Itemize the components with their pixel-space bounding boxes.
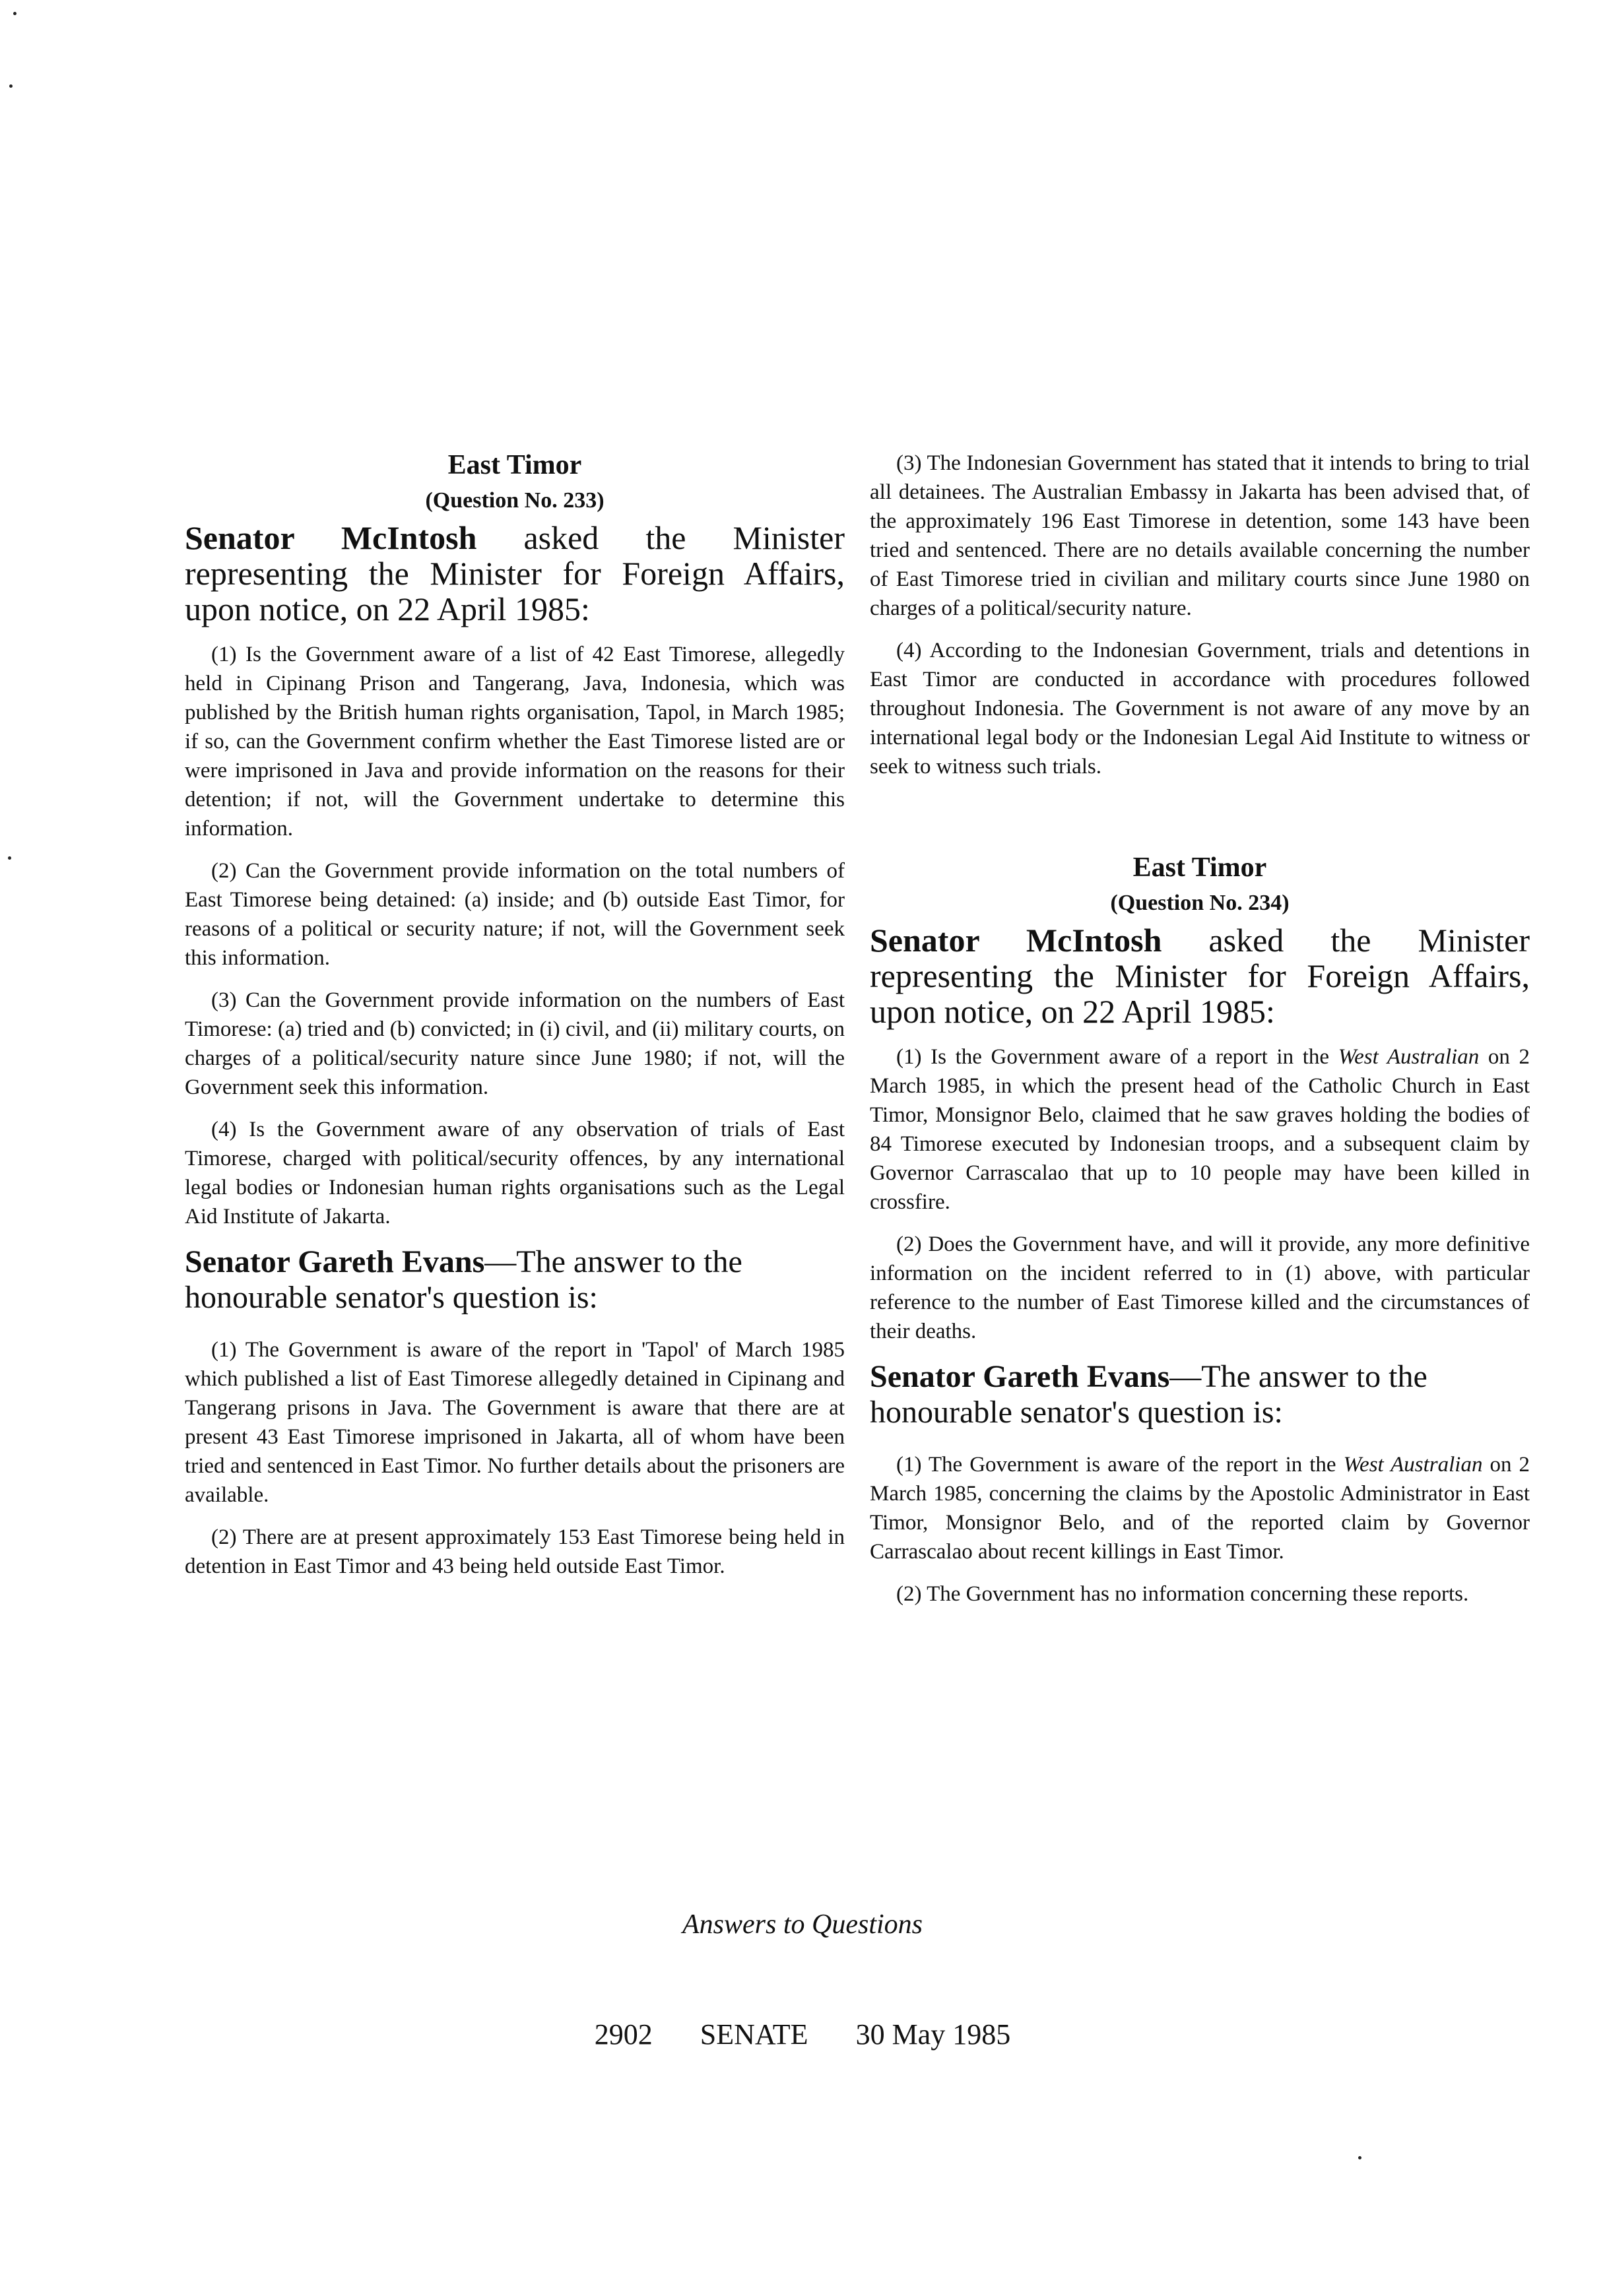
answer-paragraph: (1) The Government is aware of the report in 'Tapol' of March 1985 which published a list of East Timorese allegedly detained in Cipinang and Tangerang prisons in Java. The Government is aware that there are at present 43 East Timorese imprisoned in Jakarta, all of whom have been tried and sentenced in East Timor. No further details about the prisoners are available.	[185, 1338, 845, 1507]
text-run: on 2 March 1985, concerning the claims by the Apostolic Administrator in East Timor, Monsignor Belo, and of the reported claim by Governor Carrascalao about recent killings in East Timor.	[870, 1453, 1530, 1564]
text-run: on 2 March 1985, in which the present head of the Catholic Church in East Timor, Monsignor Belo, claimed that he saw graves holding the bodies of 84 Timorese executed by Indonesian troops, and a subsequent claim by Governor Carrascalao that up to 10 people may have been killed in crossfire.	[870, 1045, 1530, 1214]
newspaper-title: West Australian	[1338, 1045, 1480, 1069]
answer-paragraph	[870, 1450, 1530, 1566]
asker-name: Senator McIntosh	[870, 922, 1162, 959]
scan-speck	[13, 12, 16, 15]
question-number: (Question No. 234)	[1110, 891, 1290, 915]
answer-paragraph: (2) There are at present approximately 153 East Timorese being held in detention in East Timor and 43 being held outside East Timor.	[185, 1525, 845, 1578]
question-paragraph: (3) Can the Government provide information on the numbers of East Timorese: (a) tried and (b) convicted; in (i) civil, and (ii) military courts, on charges of a political/security nature since June 1980; if not, will the Government seek this information.	[185, 988, 845, 1099]
scan-speck	[8, 856, 11, 860]
responder-text: —The answer to the honourable senator's question is:	[185, 1244, 742, 1315]
scan-speck	[1358, 2156, 1361, 2159]
answer-lead	[870, 1359, 1530, 1430]
asker-text: asked the Minister representing the Minister for Foreign Affairs, upon notice, on 22 April 1985:	[185, 519, 845, 627]
page-footer	[0, 2018, 1605, 2052]
section-title: East Timor	[1132, 852, 1267, 883]
newspaper-title: West Australian	[1343, 1453, 1483, 1477]
page-number: 2902	[594, 2018, 653, 2051]
asker-name: Senator McIntosh	[185, 519, 477, 556]
answer-paragraph: (4) According to the Indonesian Government, trials and detentions in East Timor are conducted in accordance with procedures followed throughout Indonesia. The Government is not aware of any move by an international legal body or the Indonesian Legal Aid Institute to witness or seek to witness such trials.	[870, 639, 1530, 779]
right-column	[870, 449, 1530, 1622]
chamber-name: SENATE	[700, 2018, 808, 2051]
responder-name: Senator Gareth Evans	[185, 1244, 485, 1279]
question-number: (Question No. 233)	[425, 488, 605, 513]
question-paragraph	[870, 1042, 1530, 1217]
section-title: East Timor	[447, 450, 582, 480]
answer-paragraph: (2) The Government has no information concerning these reports.	[896, 1582, 1469, 1606]
text-run: (1) The Government is aware of the report in the	[896, 1453, 1344, 1477]
text-run: (1) Is the Government aware of a report in the	[896, 1045, 1338, 1069]
question-paragraph: (4) Is the Government aware of any observation of trials of East Timorese, charged with political/security offences, by any international legal bodies or Indonesian human rights organisations such as the Legal Aid Institute of Jakarta.	[185, 1118, 845, 1228]
answer-lead	[185, 1244, 845, 1316]
question-lead	[870, 922, 1530, 1029]
responder-name: Senator Gareth Evans	[870, 1359, 1170, 1394]
responder-text: —The answer to the honourable senator's question is:	[870, 1359, 1427, 1430]
answer-paragraph: (3) The Indonesian Government has stated that it intends to bring to trial all detainees. The Australian Embassy in Jakarta has been advised that, of the approximately 196 East Timorese in detention, some 143 have been tried and sentenced. There are no details available concerning the number of East Timorese tried in civilian and military courts since June 1980 on charges of a political/security nature.	[870, 451, 1530, 620]
question-paragraph: (2) Does the Government have, and will it provide, any more definitive information on the incident referred to in (1) above, with particular reference to the number of East Timorese killed and the circumstances of their deaths.	[870, 1232, 1530, 1343]
footer-date: 30 May 1985	[855, 2018, 1011, 2051]
left-column	[185, 449, 845, 1594]
question-paragraph: (1) Is the Government aware of a list of 42 East Timorese, allegedly held in Cipinang Prison and Tangerang, Java, Indonesia, which was published by the British human rights organisation, Tapol, in March 1985; if so, can the Government confirm whether the East Timorese listed are or were imprisoned in Java and provide information on the reasons for their detention; if not, will the Government undertake to determine this information.	[185, 643, 845, 841]
scan-speck	[9, 84, 13, 88]
question-paragraph: (2) Can the Government provide information on the total numbers of East Timorese being detained: (a) inside; and (b) outside East Timor, for reasons of a political or security nature; if not, will the Government seek this information.	[185, 859, 845, 970]
question-lead	[185, 520, 845, 627]
asker-text: asked the Minister representing the Minister for Foreign Affairs, upon notice, on 22 April 1985:	[870, 922, 1530, 1030]
running-caption: Answers to Questions	[682, 1909, 923, 1940]
